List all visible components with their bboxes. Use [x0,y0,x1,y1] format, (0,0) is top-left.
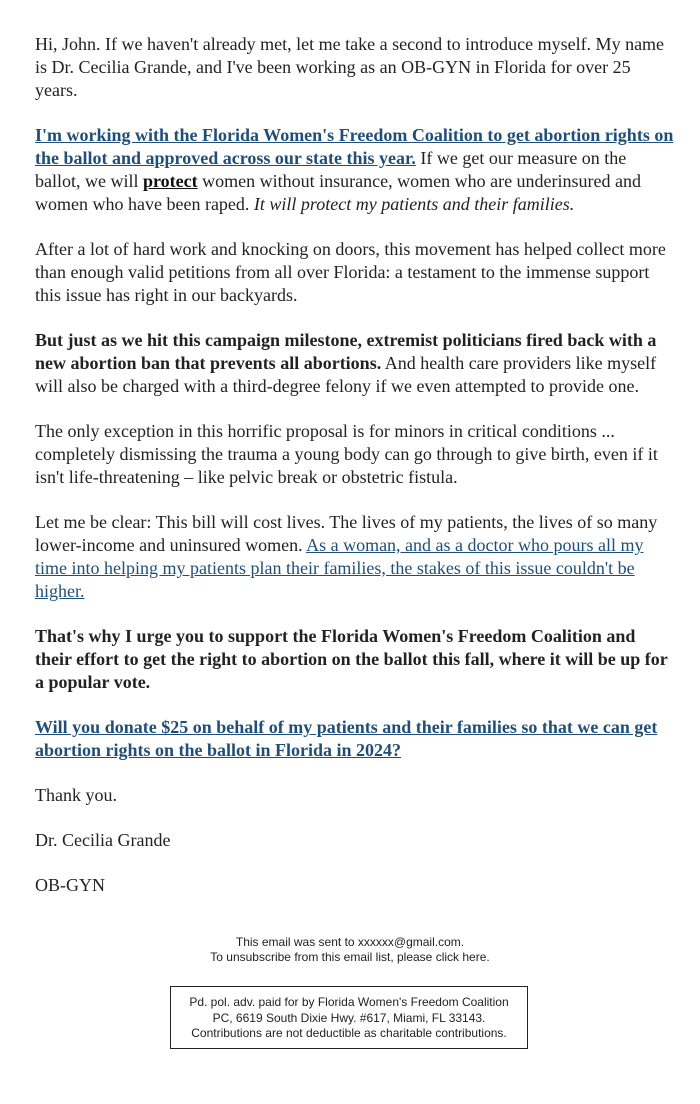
ban-bold-text: But just as we hit this campaign milestone, extremist politicians fired back with a new abortion ban that prevents all abortions. [35,330,657,373]
exception-paragraph: The only exception in this horrific proposal is for minors in critical conditions ... completely dismissing the trauma a young body can go through to give birth, even if it isn't life-threatening – like pelvic break or obstetric fistula. [35,421,658,487]
sent-to-suffix: . [460,935,465,949]
coalition-text-a: If we get our measure on the ballot, we will [35,148,627,191]
recipient-email-link[interactable]: xxxxxx@gmail.com [357,935,461,949]
signature-title: OB-GYN [35,875,105,895]
disclaimer-line-2: PC, 6619 South Dixie Hwy. #617, Miami, FL 33143. [212,1010,486,1025]
unsubscribe-suffix: . [486,950,490,964]
disclaimer-line-3: Contributions are not deductible as charitable contributions. [191,1026,507,1040]
email-footer [0,935,700,965]
coalition-paragraph [35,124,675,216]
petitions-paragraph: After a lot of hard work and knocking on doors, this movement has helped collect more than enough valid petitions from all over Florida: a testament to the immense support this issue has right in our backyards. [35,239,666,305]
stakes-link[interactable]: As a woman, and as a doctor who pours all my time into helping my patients plan their families, the stakes of this issue couldn't be higher. [35,535,644,601]
signature-name: Dr. Cecilia Grande [35,830,171,850]
greeting-paragraph: Hi, John. If we haven't already met, let me take a second to introduce myself. My name is Dr. Cecilia Grande, and I've been working as an OB-GYN in Florida for over 25 years. [35,34,665,100]
stakes-paragraph [35,511,675,603]
unsubscribe-link[interactable]: click here [435,950,487,964]
ban-paragraph [35,329,675,398]
thanks-text: Thank you. [35,785,117,805]
protect-patients-italic: It will protect my patients and their families. [253,194,575,214]
sent-to-line [0,935,700,950]
donate-link[interactable]: Will you donate $25 on behalf of my patients and their families so that we can get abortion rights on the ballot in Florida in 2024? [35,717,658,760]
email-body [35,33,675,919]
protect-emphasis: protect [142,171,198,191]
coalition-text-b: women without insurance, women who are underinsured and women who have been raped. [35,171,642,214]
urge-paragraph: That's why I urge you to support the Florida Women's Freedom Coalition and their effort to get the right to abortion on the ballot this fall, where it will be up for a popular vote. [35,626,668,692]
disclaimer-line-1: Pd. pol. adv. paid for by Florida Women's Freedom Coalition [189,995,509,1009]
unsubscribe-prefix: To unsubscribe from this email list, please [210,950,436,964]
ban-text: And health care providers like myself will also be charged with a third-degree felony if we even attempted to provide one. [35,353,657,396]
unsubscribe-line [0,950,700,965]
coalition-link[interactable]: I'm working with the Florida Women's Freedom Coalition to get abortion rights on the ballot and approved across our state this year. [35,125,674,168]
paid-for-disclaimer [170,986,528,1049]
donate-paragraph [35,716,675,762]
sent-to-prefix: This email was sent to [235,935,358,949]
stakes-text: Let me be clear: This bill will cost lives. The lives of my patients, the lives of so many lower-income and uninsured women. [35,512,658,555]
